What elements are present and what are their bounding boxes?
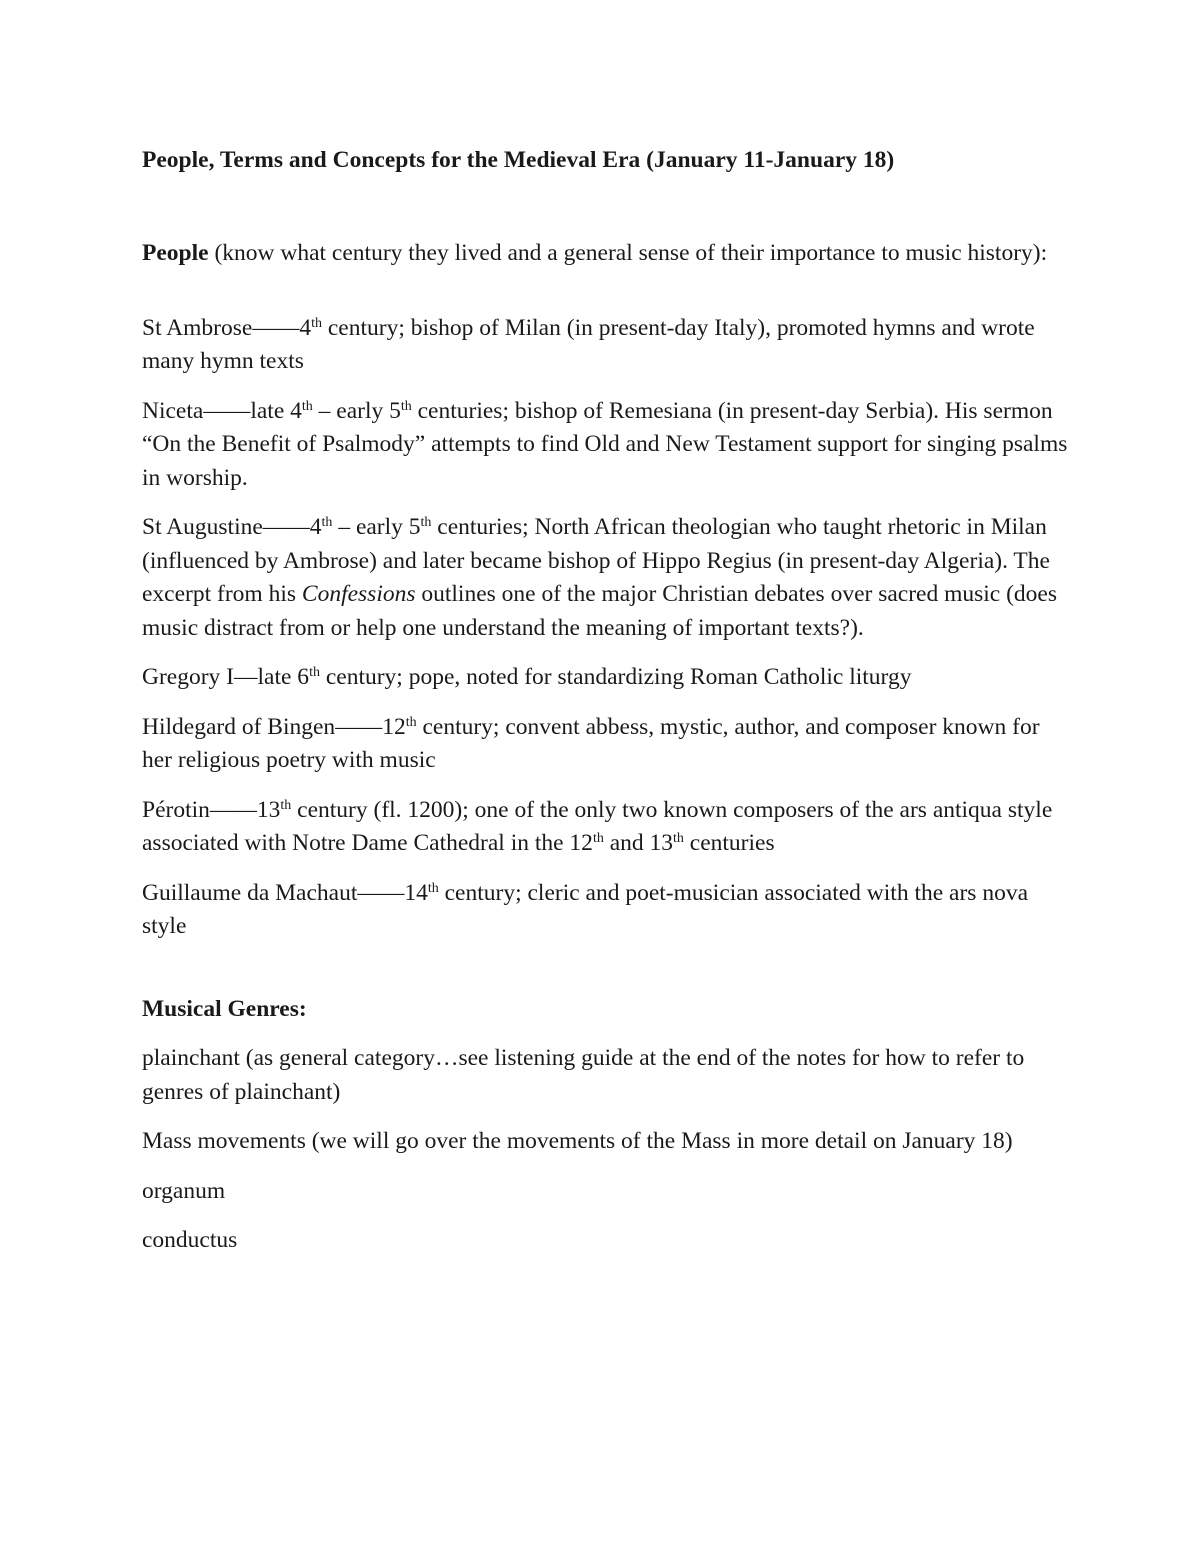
person-entry-augustine [142,511,1072,645]
spacer [142,778,1072,794]
person-entry-perotin [142,794,1072,861]
spacer [142,379,1072,395]
genre-item-conductus: conductus [142,1227,238,1253]
person-name: Pérotin [142,796,210,823]
century-text: 13 [256,796,281,823]
dash: —— [252,314,300,341]
century-text: – early 5 [332,514,421,540]
person-description: century; bishop of Milan (in present-day Italy), promoted hymns and wrote many hymn texts [142,314,1035,374]
spacer [142,495,1072,511]
person-entry-niceta [142,395,1072,496]
ordinal-suffix: th [321,515,333,531]
people-description: (know what century they lived and a general sense of their importance to music history): [208,240,1048,266]
person-description: century (fl. 1200); one of the only two known composers of the ars antiqua style associated with Notre Dame Cathedral in the 12 [142,796,1053,856]
century-text: 14 [404,879,428,906]
century-text: late 6 [257,664,310,690]
ordinal-suffix: th [405,714,417,730]
person-description: century; convent abbess, mystic, author, and composer known for her religious poetry with music [142,713,1040,773]
book-title: Confessions [301,581,416,607]
century-text: – early 5 [312,397,401,424]
people-section-intro [142,237,1072,271]
century-text: 12 [382,713,406,740]
ordinal-suffix: th [301,398,313,414]
people-heading: People [142,240,209,266]
person-name: St Ambrose [142,314,253,341]
ordinal-suffix: th [280,797,292,813]
spacer [142,944,1072,993]
spacer [142,1159,1072,1175]
person-entry-hildegard [142,711,1072,778]
document-page [142,140,1072,1258]
person-description: century; cleric and poet-musician associated with the ars nova style [142,879,1028,939]
dash: —— [357,879,405,906]
century-number: 4 [299,314,312,341]
spacer [142,1208,1072,1224]
ordinal-suffix: th [592,831,604,847]
dash: —— [203,397,251,424]
person-description: centuries; bishop of Remesiana (in present-day Serbia). His sermon “On the Benefit of Psalmody” attempts to find Old and New Testament support for singing psalms in worship. [142,397,1068,491]
spacer [142,1109,1072,1125]
person-entry-ambrose [142,312,1072,379]
person-entry-machaut [142,877,1072,944]
person-name: Hildegard of Bingen [142,713,336,740]
spacer [142,180,1072,237]
ordinal-suffix: th [427,880,439,896]
century-text: late 4 [250,397,302,424]
spacer [142,1026,1072,1042]
person-name: Guillaume da Machaut [142,879,358,906]
person-description: centuries; North African theologian who taught rhetoric in Milan (influenced by Ambrose) and later became bishop of Hippo Regius (in present-day Algeria). The excerpt from his [142,514,1050,607]
genres-heading: Musical Genres: [142,995,307,1022]
ordinal-suffix: th [309,665,320,681]
person-name: Gregory I [142,664,235,690]
spacer [142,695,1072,711]
person-description: century; pope, noted for standardizing Roman Catholic liturgy [319,664,912,690]
person-description-mid: and 13 [603,830,674,856]
spacer [142,271,1072,312]
ordinal-suffix: th [400,398,412,414]
genre-item-mass-movements: Mass movements (we will go over the movements of the Mass in more detail on January 18) [142,1128,1013,1154]
person-entry-gregory [142,661,1072,695]
person-description-continued: outlines one of the major Christian debates over sacred music (does music distract from or help one understand the meaning of important texts?). [142,581,1057,641]
dash: —— [262,514,310,540]
spacer [142,645,1072,661]
dash: —— [209,796,257,823]
ordinal-suffix: th [673,831,684,847]
dash: — [234,664,258,690]
person-name: Niceta [142,397,204,424]
dash: —— [335,713,383,740]
ordinal-suffix: th [420,515,432,531]
spacer [142,861,1072,877]
person-description-end: centuries [683,830,775,856]
person-name: St Augustine [142,514,263,540]
century-text: 4 [309,514,322,540]
genre-item-plainchant: plainchant (as general category…see listening guide at the end of the notes for how to refer to genres of plainchant) [142,1045,1025,1105]
genre-item-organum: organum [142,1177,226,1204]
page-title: People, Terms and Concepts for the Medieval Era (January 11-January 18) [142,147,895,173]
ordinal-suffix: th [311,315,322,331]
